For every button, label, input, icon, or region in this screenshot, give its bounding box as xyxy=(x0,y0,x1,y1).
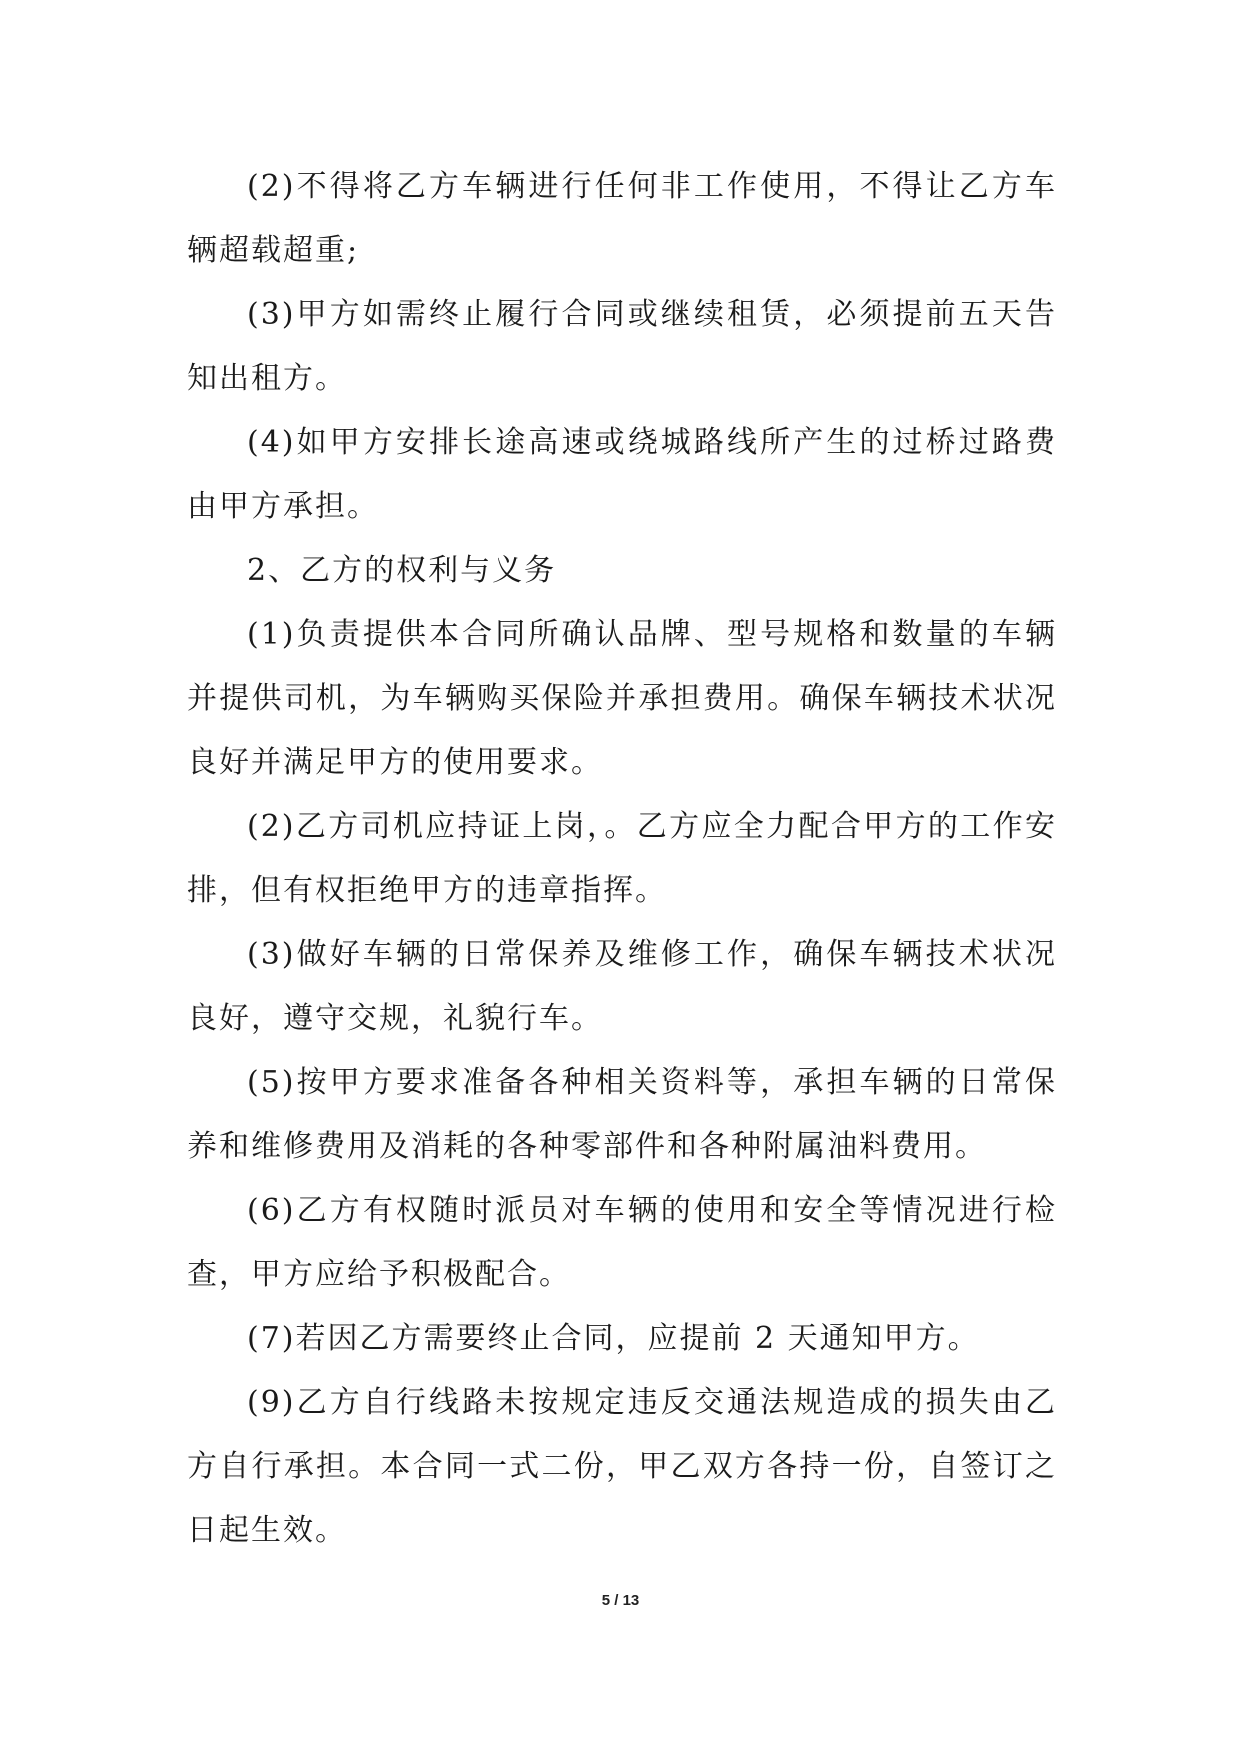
paragraph-clause-b7: (7)若因乙方需要终止合同，应提前 2 天通知甲方。 xyxy=(247,1321,980,1356)
paragraph-clause-b2: (2)乙方司机应持证上岗，。乙方应全力配合甲方的工作安排，但有权拒绝甲方的违章指挥。 xyxy=(187,809,1057,908)
paragraph-clause-b5: (5)按甲方要求准备各种相关资料等，承担车辆的日常保养和维修费用及消耗的各种零部件和各种附属油料费用。 xyxy=(187,1065,1057,1164)
paragraph-clause-b6: (6)乙方有权随时派员对车辆的使用和安全等情况进行检查，甲方应给予积极配合。 xyxy=(187,1193,1057,1292)
paragraph-clause-a2: (2)不得将乙方车辆进行任何非工作使用，不得让乙方车辆超载超重; xyxy=(187,169,1057,268)
paragraph-clause-b9: (9)乙方自行线路未按规定违反交通法规造成的损失由乙方自行承担。本合同一式二份，甲乙双方各持一份，自签订之日起生效。 xyxy=(187,1385,1057,1548)
section-heading-party-b: 2、乙方的权利与义务 xyxy=(247,553,557,588)
paragraph-clause-a3: (3)甲方如需终止履行合同或继续租赁，必须提前五天告知出租方。 xyxy=(187,297,1057,396)
paragraph-clause-a4: (4)如甲方安排长途高速或绕城路线所产生的过桥过路费由甲方承担。 xyxy=(187,425,1057,524)
page-number: 5 / 13 xyxy=(601,1592,640,1609)
paragraph-clause-b3: (3)做好车辆的日常保养及维修工作，确保车辆技术状况良好，遵守交规，礼貌行车。 xyxy=(187,937,1057,1036)
paragraph-clause-b1: (1)负责提供本合同所确认品牌、型号规格和数量的车辆并提供司机，为车辆购买保险并承担费用。确保车辆技术状况良好并满足甲方的使用要求。 xyxy=(187,617,1057,780)
document-body xyxy=(187,155,1057,1563)
